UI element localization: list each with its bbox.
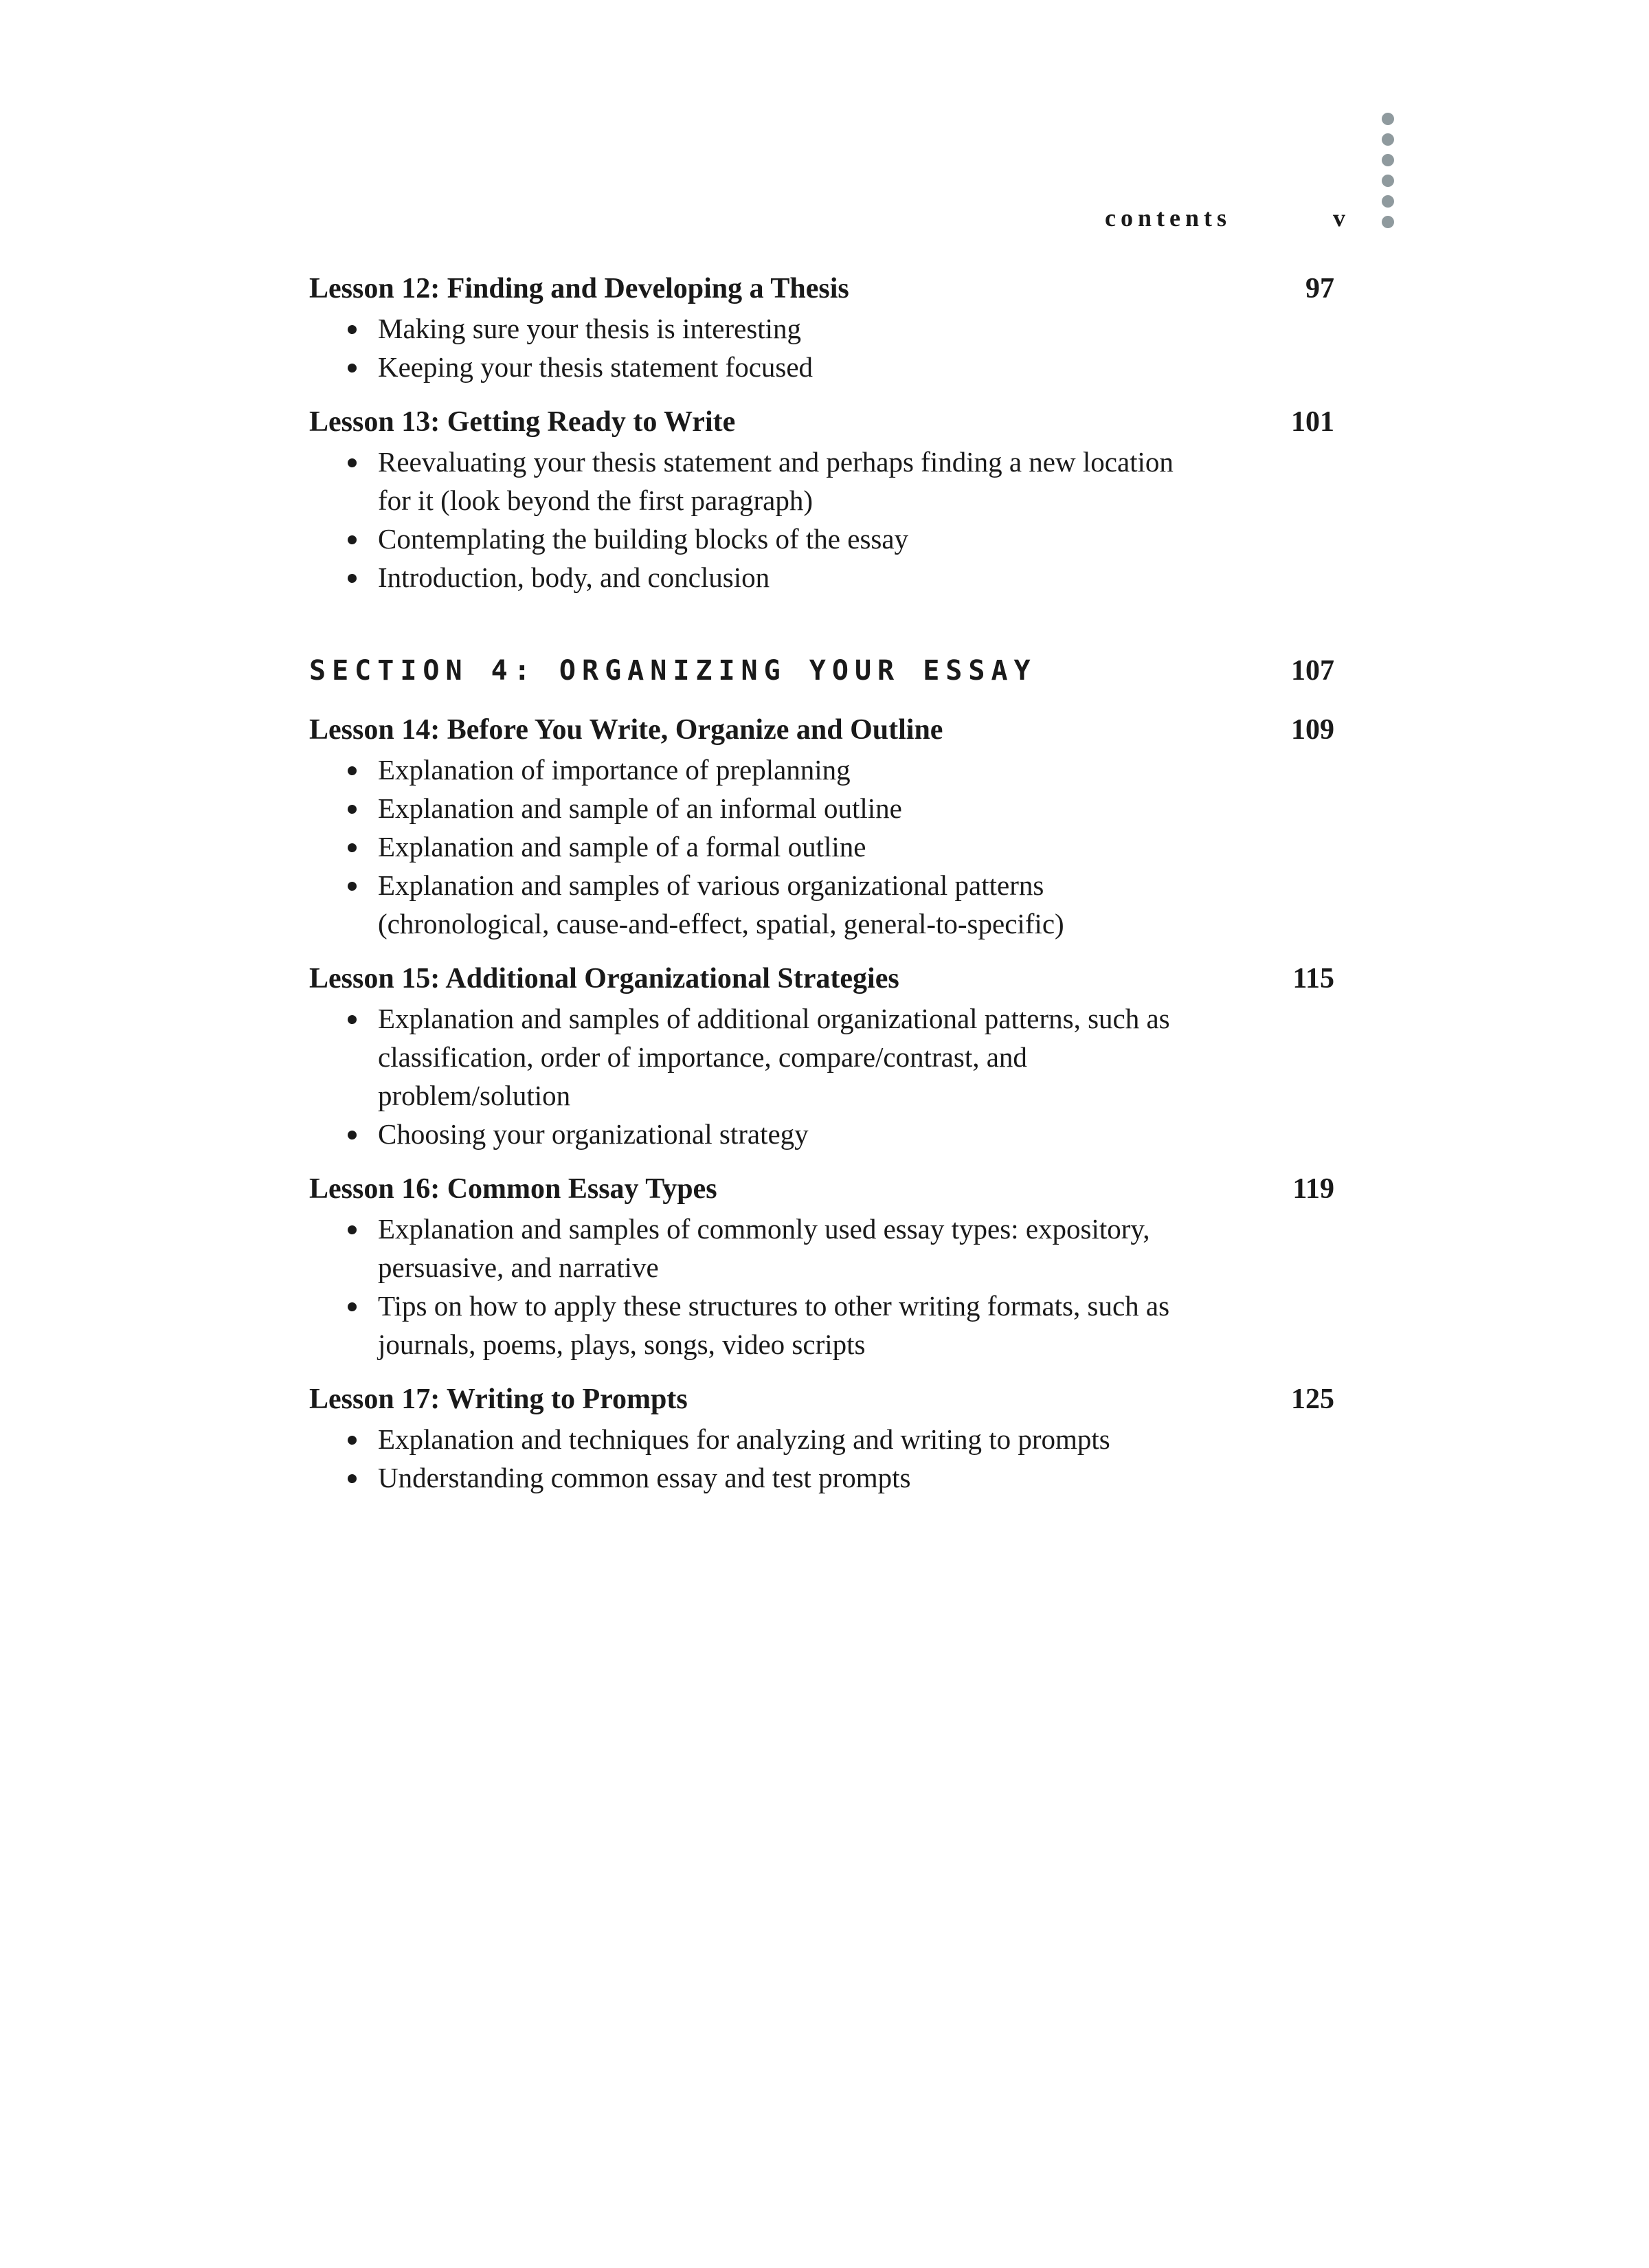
bullet-list xyxy=(309,1210,1340,1364)
toc-entry-lesson-15 xyxy=(309,958,1340,1153)
dot-icon xyxy=(1382,133,1394,146)
bullet-item: Contemplating the building blocks of the essay xyxy=(309,520,1202,558)
bullet-item: Explanation and samples of commonly used essay types: expository, persuasive, and narrative xyxy=(309,1210,1202,1287)
lesson-title: Lesson 14: Before You Write, Organize and Outline xyxy=(309,714,943,746)
bullet-list xyxy=(309,999,1340,1153)
page-number: 119 xyxy=(1292,1173,1334,1205)
page-number: 97 xyxy=(1305,273,1334,304)
toc-entry-lesson-14 xyxy=(309,709,1340,943)
bullet-item: Explanation and sample of an informal outline xyxy=(309,789,1202,827)
lesson-title: Lesson 13: Getting Ready to Write xyxy=(309,406,736,438)
bullet-item: Explanation and samples of additional organizational patterns, such as classification, order of importance, compare/contrast, and problem/solution xyxy=(309,999,1202,1115)
running-head xyxy=(1031,203,1347,238)
dot-icon xyxy=(1382,195,1394,208)
section-heading xyxy=(309,650,1340,691)
bullet-item: Reevaluating your thesis statement and perhaps finding a new location for it (look beyond the first paragraph) xyxy=(309,443,1202,520)
bullet-list xyxy=(309,309,1340,386)
bullet-item: Making sure your thesis is interesting xyxy=(309,309,1202,348)
bullet-item: Explanation and samples of various organizational patterns (chronological, cause-and-effect, spatial, general-to-specific) xyxy=(309,866,1202,943)
dot-icon xyxy=(1382,113,1394,125)
dot-icon xyxy=(1382,175,1394,187)
bullet-item: Explanation and techniques for analyzing and writing to prompts xyxy=(309,1420,1202,1458)
toc-entry-header xyxy=(309,958,1340,999)
toc-entry-header xyxy=(309,709,1340,751)
bullet-item: Explanation of importance of preplanning xyxy=(309,751,1202,789)
bullet-item: Understanding common essay and test prompts xyxy=(309,1458,1202,1497)
bullet-list xyxy=(309,1420,1340,1497)
lesson-title: Lesson 15: Additional Organizational Strategies xyxy=(309,963,899,994)
page-number: 115 xyxy=(1292,963,1334,994)
running-head-label: contents xyxy=(1105,204,1231,232)
dot-icon xyxy=(1382,154,1394,166)
dot-icon xyxy=(1382,216,1394,228)
toc-entry-header xyxy=(309,268,1340,309)
bullet-item: Explanation and sample of a formal outline xyxy=(309,827,1202,866)
bullet-item: Keeping your thesis statement focused xyxy=(309,348,1202,386)
decorative-dots xyxy=(1382,113,1395,236)
lesson-title: Lesson 17: Writing to Prompts xyxy=(309,1383,688,1415)
page-number: 109 xyxy=(1291,714,1334,746)
section-title: SECTION 4: ORGANIZING YOUR ESSAY xyxy=(309,655,1037,687)
toc-entry-lesson-16 xyxy=(309,1168,1340,1364)
page-number: 107 xyxy=(1291,655,1334,687)
toc-entry-lesson-12 xyxy=(309,268,1340,386)
bullet-item: Introduction, body, and conclusion xyxy=(309,558,1202,597)
bullet-list xyxy=(309,443,1340,597)
lesson-title: Lesson 16: Common Essay Types xyxy=(309,1173,717,1205)
toc-entry-lesson-13 xyxy=(309,401,1340,597)
page-number: 125 xyxy=(1291,1383,1334,1415)
bullet-list xyxy=(309,751,1340,943)
bullet-item: Choosing your organizational strategy xyxy=(309,1115,1202,1153)
toc-entry-header xyxy=(309,1379,1340,1420)
running-head-page-number: v xyxy=(1333,204,1347,232)
page-number: 101 xyxy=(1291,406,1334,438)
bullet-item: Tips on how to apply these structures to other writing formats, such as journals, poems, plays, songs, video scripts xyxy=(309,1287,1202,1364)
lesson-title: Lesson 12: Finding and Developing a Thesis xyxy=(309,273,849,304)
toc-entry-lesson-17 xyxy=(309,1379,1340,1497)
toc-entry-header xyxy=(309,401,1340,443)
toc-entry-header xyxy=(309,1168,1340,1210)
table-of-contents xyxy=(309,268,1340,1512)
